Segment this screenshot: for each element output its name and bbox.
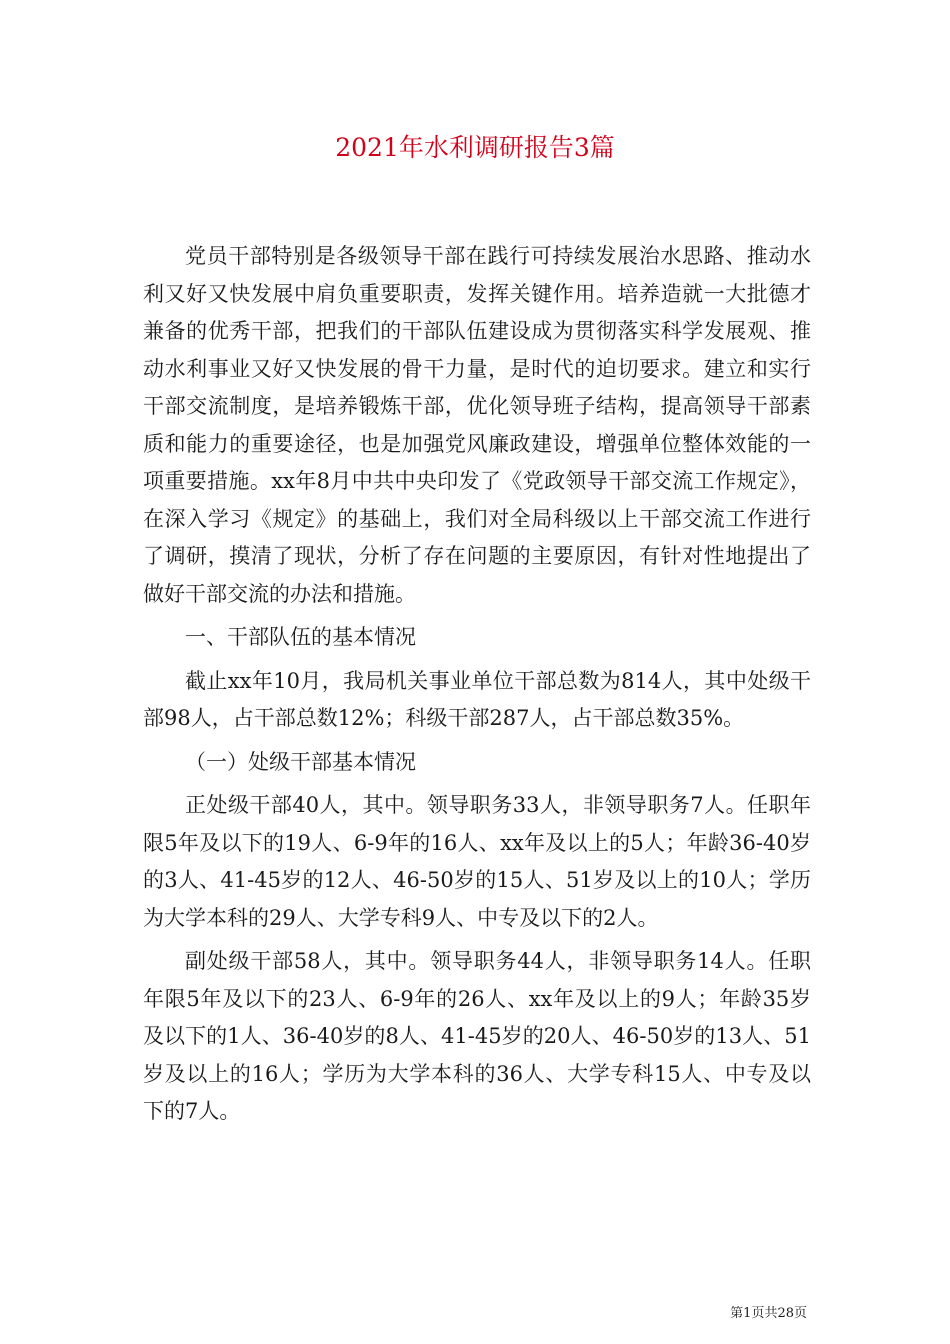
- section-paragraph: 副处级干部58人，其中。领导职务44人，非领导职务14人。任职年限5年及以下的23人、6-9年的26人、xx年及以上的9人；年龄35岁及以下的1人、36-40岁的8人、41-45岁的20人、46-50岁的13人、51岁及以上的16人；学历为大学本科的36人、大学专科15人、中专及以下的7人。: [143, 949, 811, 1123]
- section-heading: 一、干部队伍的基本情况: [185, 625, 416, 649]
- document-body: [143, 238, 811, 1131]
- page-title: 2021年水利调研报告3篇: [335, 133, 615, 162]
- page-indicator: 第1页共28页: [730, 1306, 807, 1321]
- subsection-heading: （一）处级干部基本情况: [185, 749, 416, 774]
- section-paragraph: 正处级干部40人，其中。领导职务33人，非领导职务7人。任职年限5年及以下的19人、6-9年的16人、xx年及以上的5人；年龄36-40岁的3人、41-45岁的12人、46-50岁的15人、51岁及以上的10人；学历为大学本科的29人、大学专科9人、中专及以下的2人。: [143, 793, 811, 930]
- summary-paragraph: 截止xx年10月，我局机关事业单位干部总数为814人，其中处级干部98人，占干部总数12%；科级干部287人，占干部总数35%。: [143, 668, 811, 730]
- intro-paragraph: 党员干部特别是各级领导干部在践行可持续发展治水思路、推动水利又好又快发展中肩负重要职责，发挥关键作用。培养造就一大批德才兼备的优秀干部，把我们的干部队伍建设成为贯彻落实科学发展观、推动水利事业又好又快发展的骨干力量，是时代的迫切要求。建立和实行干部交流制度，是培养锻炼干部，优化领导班子结构，提高领导干部素质和能力的重要途径，也是加强党风廉政建设，增强单位整体效能的一项重要措施。xx年8月中共中央印发了《党政领导干部交流工作规定》，在深入学习《规定》的基础上，我们对全局科级以上干部交流工作进行了调研，摸清了现状，分析了存在问题的主要原因，有针对性地提出了做好干部交流的办法和措施。: [143, 244, 811, 606]
